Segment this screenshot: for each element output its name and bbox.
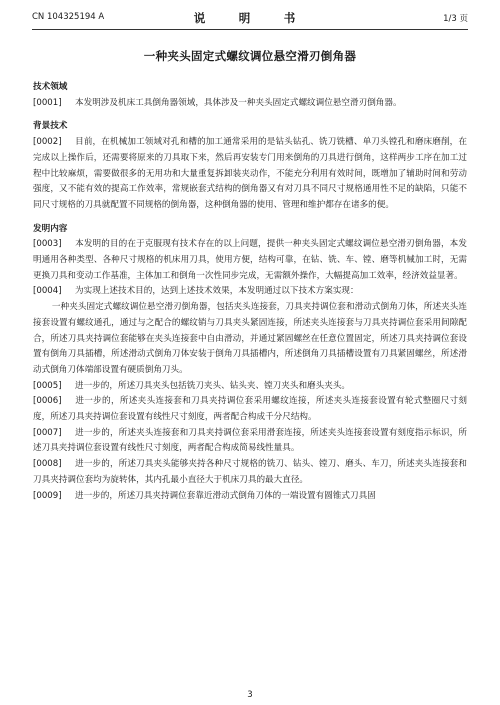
- paragraph-number: [0009]: [33, 490, 62, 501]
- paragraph: [33, 300, 467, 379]
- paragraph: [33, 379, 467, 395]
- paragraph-text: 本发明涉及机床工具倒角器领域，具体涉及一种夹头固定式螺纹调位悬空滑刃倒角器。: [75, 97, 402, 108]
- paragraph-number: [0007]: [33, 427, 62, 438]
- paragraph: [33, 135, 467, 214]
- paragraph: [33, 237, 467, 284]
- paragraph-text: 一种夹头固定式螺纹调位悬空滑刃倒角器，包括夹头连接套，刀具夹持调位套和滑动式倒角刀体，所述夹头连接套设置有螺纹通孔，通过与之配合的螺纹销与刀具夹头紧固连接，所述夹头连接套与刀具夹持调位套采用间隙配合，所述刀具夹持调位套能够在夹头连接套中自由滑动，并通过紧固螺丝在任意位置固定，所述刀具夹持调位套设置有倒角刀具插槽，所述滑动式倒角刀体安装于倒角刀具插槽内，所述倒角刀具插槽设置有刀具紧固螺丝，所述滑动式倒角刀体端部设置有硬质倒角刀头。: [33, 302, 467, 375]
- paragraph-number: [0001]: [33, 97, 62, 108]
- paragraph: [33, 489, 467, 505]
- page-number: 3: [247, 690, 253, 700]
- header-rule: [32, 29, 468, 30]
- paragraph-text: 本发明的目的在于克服现有技术存在的以上问题，提供一种夹头固定式螺纹调位悬空滑刃倒角器，本发明通用各种类型、各种尺寸规格的机床用刀具，使用方便，结构可靠，在钻、铣、车、镗、磨等机械加工时，无需更换刀具和变动工作基准，主体加工和倒角一次性同步完成，无需额外操作，大幅提高加工效率，经济效益显著。: [33, 239, 467, 281]
- section-heading: 背景技术: [33, 121, 68, 132]
- paragraph-number: [0002]: [33, 137, 62, 148]
- paragraph-number: [0004]: [33, 286, 62, 297]
- paragraph-text: 进一步的，所述刀具夹头包括铣刀夹头、钻头夹、镗刀夹头和磨头夹头。: [75, 380, 351, 391]
- paragraph-text: 进一步的，所述夹头连接套和刀具夹持调位套采用滑套连接，所述夹头连接套设置有刻度指示标识，所述刀具夹持调位套设置有线性尺寸刻度，两者配合构成简易线性量具。: [33, 427, 467, 454]
- paragraph-number: [0008]: [33, 459, 62, 470]
- paragraph-text: 进一步的，所述刀具夹头能够夹持各种尺寸规格的铣刀、钻头、镗刀、磨头、车刀，所述夹头连接套和刀具夹持调位套均为旋转体，其内孔最小直径大于机床刀具的最大直径。: [33, 459, 467, 485]
- paragraph-number: [0006]: [33, 396, 62, 407]
- paragraph: [33, 284, 467, 300]
- paragraph-number: [0005]: [33, 380, 62, 391]
- paragraph-text: 为实现上述技术目的，达到上述技术效果，本发明通过以下技术方案实现：: [75, 286, 359, 297]
- section-heading: 发明内容: [33, 223, 68, 234]
- page-indicator: 1/3 页: [443, 14, 468, 24]
- document-title: 一种夹头固定式螺纹调位悬空滑刃倒角器: [143, 49, 357, 63]
- paragraph-text: 进一步的，所述夹头连接套和刀具夹持调位套采用螺纹连接，所述夹头连接套设置有轮式整圈尺寸刻度，所述刀具夹持调位套设置有线性尺寸刻度，两者配合构成千分尺结构。: [33, 396, 467, 423]
- document-number: CN 104325194 A: [32, 12, 105, 22]
- document-body: [33, 80, 467, 504]
- paragraph: [33, 96, 467, 112]
- document-type: 说 明 书: [193, 11, 307, 25]
- paragraph: [33, 394, 467, 425]
- paragraph-text: 进一步的，所述刀具夹持调位套靠近滑动式倒角刀体的一端设置有圆锥式刀具固: [75, 490, 376, 501]
- paragraph-text: 目前，在机械加工领域对孔和槽的加工通常采用的是钻头钻孔、铣刀铣槽、单刀头镗孔和磨床磨削，在完成以上操作后，还需要将原来的刀具取下来，然后再安装专门用来倒角的刀具进行倒角，这样两步工序在加工过程中比较麻烦，需要做很多的无用功和大量重复拆卸装夹动作，不能充分利用有效时间，既增加了辅助时间和劳动强度，又不能有效的提高工作效率，常规嵌套式结构的倒角器又有对刀具不同尺寸规格通用性不足的缺陷，只能不同尺寸规格的刀具就配置不同规格的倒角器，这种倒角器的使用、管理和维护都存在诸多的便。: [33, 137, 467, 210]
- paragraph: [33, 457, 467, 488]
- paragraph: [33, 426, 467, 457]
- page-header: [32, 10, 468, 28]
- section-heading: 技术领域: [33, 82, 68, 92]
- paragraph-number: [0003]: [33, 239, 62, 250]
